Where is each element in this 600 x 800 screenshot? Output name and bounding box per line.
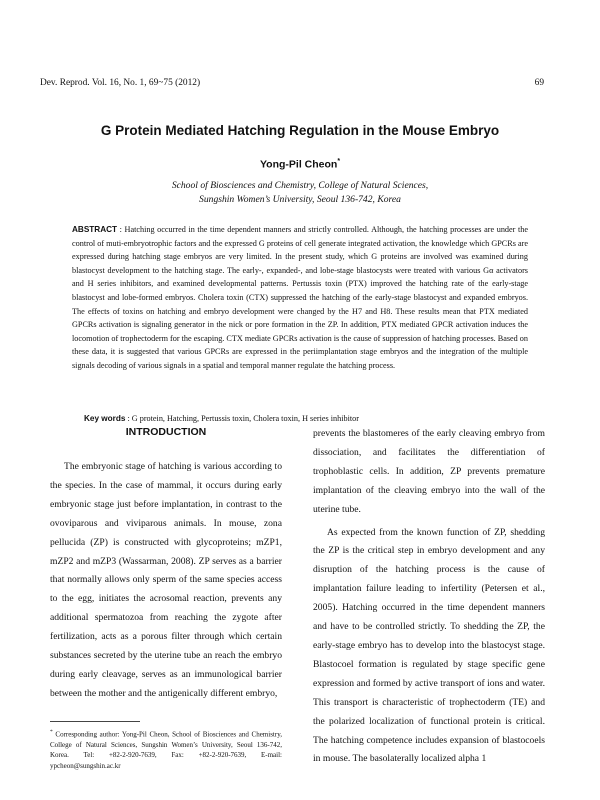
- affiliation-line-1: School of Biosciences and Chemistry, College of Natural Sciences,: [171, 180, 429, 191]
- footnote-text: Corresponding author: Yong-Pil Cheon, School of Biosciences and Chemistry, College of Natural Sciences, Sungshin Women’s University, Seoul 136-742, Korea. Tel: +82-2-920-7639, Fax: +82-2-920-7639, E-mail: ypcheon@sungshin.ac.kr: [50, 730, 282, 770]
- keywords: [84, 414, 524, 423]
- right-column: [313, 425, 545, 769]
- corresponding-author-footnote: [50, 727, 282, 771]
- intro-paragraph-1: The embryonic stage of hatching is various according to the species. In the case of mammal, it occurs during early embryonic stage just before implantation, in contrast to the ovoviparous and viviparous animals. In mouse, zona pellucida (ZP) is constructed with glycoproteins; mZP1, mZP2 and mZP3 (Wassarman, 2008). ZP serves as a barrier that normally allows only sperm of the same species access to the egg, initiates the acrosomal reaction, prevents any additional spermatozoa from reaching the zygote after fertilization, acts as a porous filter through which certain substances secreted by the uterine tube an reach the embryo during early cleavage, serves as an immunological barrier between the mother and the antigenically different embryo,: [50, 461, 282, 699]
- keywords-label: Key words: [84, 414, 126, 423]
- footnote-divider: [50, 721, 140, 722]
- running-head: [40, 78, 544, 88]
- affiliation-line-2: Sungshin Women’s University, Seoul 136-742, Korea: [199, 194, 401, 205]
- abstract-label: ABSTRACT: [72, 225, 118, 234]
- intro-paragraph-1-continued: prevents the blastomeres of the early cleaving embryo from dissociation, and facilitates the differentiation of trophoblastic cells. In addition, ZP prevents premature implantation of the cleaving embryo into the wall of the uterine tube.: [313, 428, 545, 515]
- section-heading-introduction: INTRODUCTION: [125, 426, 207, 438]
- intro-paragraph-2: As expected from the known function of ZP, shedding the ZP is the critical step in embryo development and any disruption of the hatching process is the cause of implantation failure leading to infertility (Petersen et al., 2005). Hatching occurred in the time dependent manners and have to be controlled strictly. To shedding the ZP, the early-stage embryo has to develop into the blastocyst stage. Blastocoel formation is regulated by stage specific gene expression and formed by active transport of ions and water. This transport is characteristic of trophectoderm (TE) and the polarized localization of functional protein is critical. The hatching competence includes expansion of blastocoels in mouse. The basolaterally localized alpha 1: [313, 526, 545, 765]
- abstract-text: : Hatching occurred in the time dependent manners and strictly controlled. Although, the hatching processes are under the control of muti-embryotrophic factors and the expressed G proteins of cell generate integrated activation, the knowledge which GPCRs are expressed during hatching stage embryos are very limited. In the present study, which G proteins are involved was examined during blastocyst development to the hatching stage. The early-, expanded-, and lobe-stage blastocysts were treated with various Gα activators and H series inhibitors, and examined developmental patterns. Pertussis toxin (PTX) improved the hatching rate of the early-stage blastocyst and lobe-formed embryos. Cholera toxin (CTX) suppressed the hatching of the early-stage blastocyst and expanded embryos. The effects of toxins on hatching and embryo development were changed by the H7 and H8. These results mean that PTX mediated GPCRs activation is signaling generator in the nick or pore formation in the ZP. In addition, PTX mediated GPCR activation induces the locomotion of trophectoderm for the escaping. CTX mediate GPCRs activation is the cause of suppression of hatching processes. Based on these data, it is suggested that various GPCRs are expressed in the periimplantation stage embryos and the integration of the multiple signals decoding of various signals in a spatial and temporal manner regulate the hatching process.: [72, 225, 528, 370]
- footnote-mark: *: [50, 729, 53, 735]
- journal-citation: Dev. Reprod. Vol. 16, No. 1, 69~75 (2012): [40, 78, 201, 88]
- affiliation: [0, 179, 600, 207]
- paper-title: G Protein Mediated Hatching Regulation in the Mouse Embryo: [100, 123, 500, 138]
- author-footnote-mark: *: [337, 158, 341, 165]
- keywords-text: : G protein, Hatching, Pertussis toxin, Cholera toxin, H series inhibitor: [125, 414, 359, 423]
- author-line: [0, 158, 600, 171]
- author-name: Yong-Pil Cheon: [259, 158, 338, 171]
- abstract: [72, 223, 528, 373]
- page-number: 69: [534, 78, 544, 88]
- left-column: [50, 458, 282, 704]
